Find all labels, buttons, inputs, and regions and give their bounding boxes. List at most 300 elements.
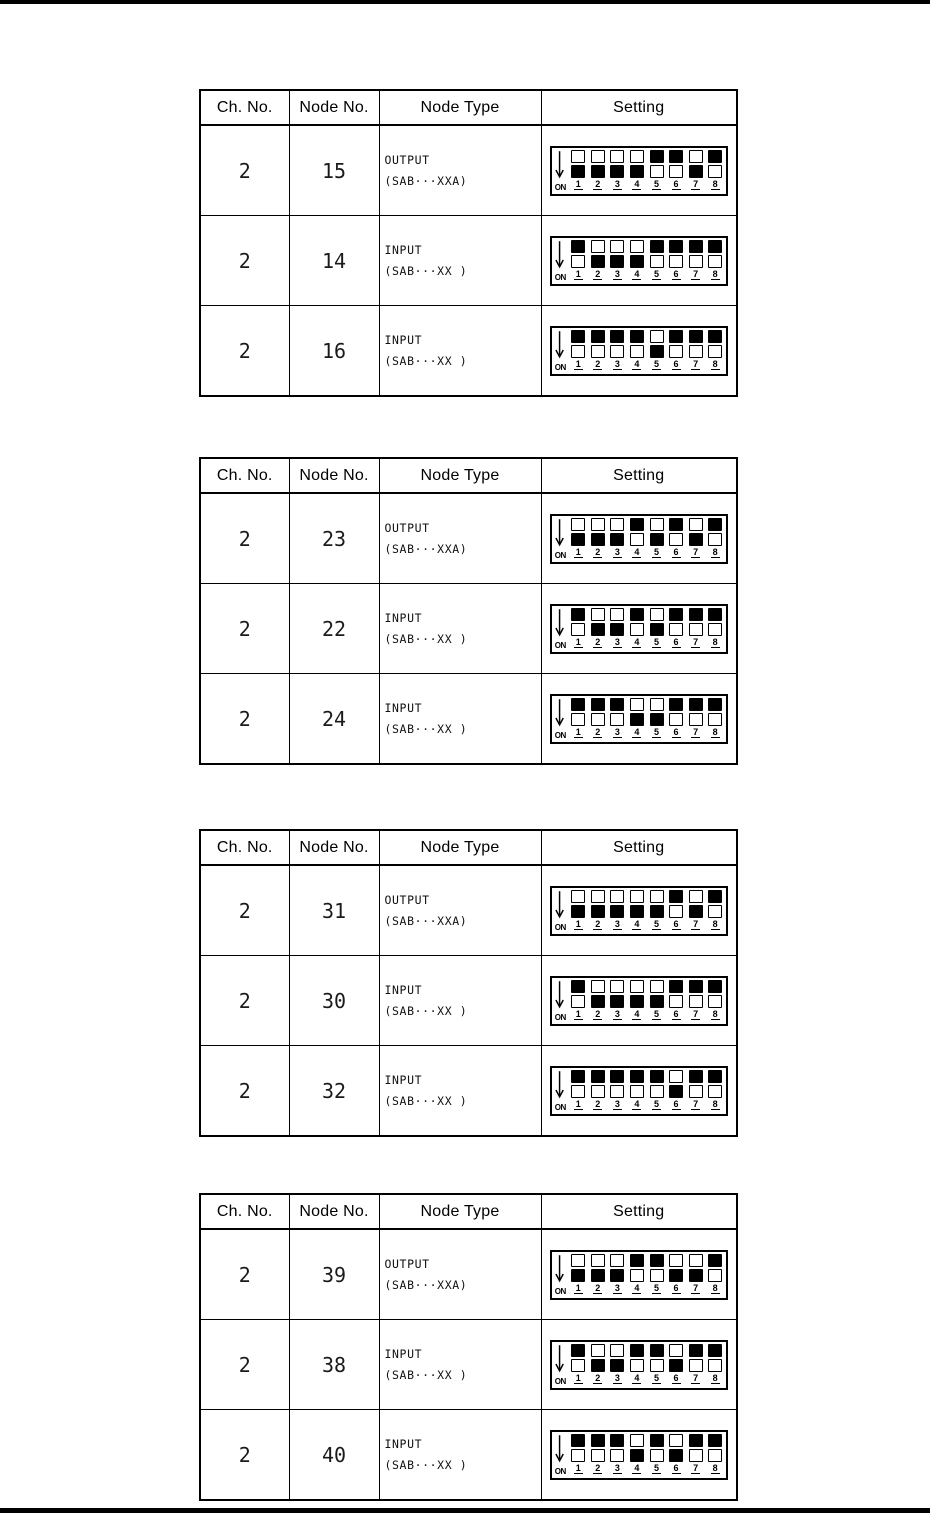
dip-switch-4 <box>629 330 644 372</box>
on-label: ON <box>554 730 566 740</box>
dip-position-number: 2 <box>595 1282 601 1293</box>
setting-cell <box>541 1046 737 1137</box>
dip-position-number: 7 <box>693 726 699 737</box>
dip-on-legend <box>555 1344 571 1386</box>
dip-slot-off-position <box>571 980 585 993</box>
node-setting-table <box>199 829 738 1137</box>
node-type-model: (SAB···XX ) <box>384 1004 468 1018</box>
dip-on-legend <box>555 1434 571 1476</box>
dip-slot-off-position <box>650 1254 664 1267</box>
dip-switch-2 <box>590 980 605 1022</box>
setting-cell <box>541 1229 737 1320</box>
node-type-cell <box>379 216 541 306</box>
node-row <box>200 956 737 1046</box>
dip-on-legend <box>555 608 571 650</box>
dip-slot-on-position <box>571 345 585 358</box>
node-no-value: 16 <box>289 306 379 397</box>
dip-switch-bank <box>571 1434 723 1476</box>
dip-slot-on-position <box>610 905 624 918</box>
node-type-model: (SAB···XX ) <box>384 1368 468 1382</box>
dip-position-number: 5 <box>653 1098 659 1109</box>
dip-switch-1 <box>571 518 586 560</box>
dip-switch-bank <box>571 330 723 372</box>
dip-switch-diagram <box>550 694 728 744</box>
dip-slot-off-position <box>689 518 703 531</box>
dip-slot-on-position <box>630 995 644 1008</box>
node-setting-table <box>199 89 738 397</box>
dip-slot-off-position <box>610 980 624 993</box>
dip-slot-on-position <box>610 533 624 546</box>
dip-switch-diagram <box>550 604 728 654</box>
dip-slot-on-position <box>591 623 605 636</box>
dip-switch-2 <box>590 150 605 192</box>
dip-switch-2 <box>590 330 605 372</box>
dip-switch-diagram <box>550 514 728 564</box>
dip-position-number: 7 <box>693 1282 699 1293</box>
dip-slot-on-position <box>591 345 605 358</box>
dip-position-number: 2 <box>595 268 601 279</box>
dip-slot-on-position <box>610 1359 624 1372</box>
dip-position-number: 3 <box>614 1282 620 1293</box>
on-label: ON <box>554 1286 566 1296</box>
dip-slot-off-position <box>708 1070 722 1083</box>
bottom-page-rule <box>0 1508 930 1513</box>
dip-slot-on-position <box>591 255 605 268</box>
dip-position-number: 5 <box>653 1282 659 1293</box>
dip-position-number: 3 <box>614 546 620 557</box>
node-type-name: INPUT <box>384 1437 423 1451</box>
ch-no-value: 2 <box>200 125 289 216</box>
dip-switch-3 <box>610 240 625 282</box>
table-header-row <box>200 830 737 865</box>
node-row <box>200 1046 737 1137</box>
dip-slot-off-position <box>591 698 605 711</box>
dip-switch-3 <box>610 150 625 192</box>
dip-slot-on-position <box>591 713 605 726</box>
dip-switch-7 <box>688 150 703 192</box>
dip-slot-off-position <box>708 698 722 711</box>
dip-switch-bank <box>571 980 723 1022</box>
dip-slot-on-position <box>571 1359 585 1372</box>
dip-switch-8 <box>708 518 723 560</box>
dip-slot-on-position <box>650 995 664 1008</box>
dip-position-number: 5 <box>653 918 659 929</box>
dip-slot-off-position <box>708 150 722 163</box>
dip-switch-4 <box>629 608 644 650</box>
table-header-row <box>200 90 737 125</box>
dip-switch-4 <box>629 1344 644 1386</box>
dip-switch-bank <box>571 608 723 650</box>
on-label: ON <box>554 1376 566 1386</box>
dip-slot-on-position <box>708 1269 722 1282</box>
dip-position-number: 2 <box>595 636 601 647</box>
dip-slot-off-position <box>591 980 605 993</box>
dip-switch-4 <box>629 240 644 282</box>
dip-switch-7 <box>688 698 703 740</box>
dip-switch-4 <box>629 980 644 1022</box>
dip-slot-on-position <box>591 995 605 1008</box>
dip-switch-bank <box>571 518 723 560</box>
dip-position-number: 2 <box>595 1462 601 1473</box>
node-no-value: 40 <box>289 1410 379 1501</box>
ch-no-value: 2 <box>200 493 289 584</box>
dip-slot-on-position <box>610 1449 624 1462</box>
dip-switch-bank <box>571 890 723 932</box>
dip-position-number: 3 <box>614 358 620 369</box>
down-arrow-icon <box>555 698 566 727</box>
down-arrow-icon <box>555 980 566 1009</box>
column-header-node-no: Node No. <box>289 1194 379 1229</box>
node-type-model: (SAB···XX ) <box>384 722 468 736</box>
dip-position-number: 7 <box>693 358 699 369</box>
dip-on-legend <box>555 980 571 1022</box>
dip-switch-5 <box>649 1070 664 1112</box>
column-header-setting: Setting <box>541 830 737 865</box>
dip-position-number: 1 <box>575 726 581 737</box>
dip-slot-off-position <box>708 240 722 253</box>
dip-slot-on-position <box>669 533 683 546</box>
dip-slot-off-position <box>610 518 624 531</box>
dip-switch-8 <box>708 890 723 932</box>
node-no-value: 15 <box>289 125 379 216</box>
dip-switch-6 <box>669 1344 684 1386</box>
dip-position-number: 6 <box>673 546 679 557</box>
dip-slot-on-position <box>689 1269 703 1282</box>
ch-no-value: 2 <box>200 306 289 397</box>
dip-slot-off-position <box>708 518 722 531</box>
dip-switch-1 <box>571 330 586 372</box>
dip-slot-off-position <box>630 1254 644 1267</box>
dip-switch-4 <box>629 150 644 192</box>
dip-position-number: 6 <box>673 918 679 929</box>
dip-switch-4 <box>629 1434 644 1476</box>
dip-slot-off-position <box>708 890 722 903</box>
dip-switch-1 <box>571 698 586 740</box>
dip-switch-3 <box>610 890 625 932</box>
on-label: ON <box>554 1466 566 1476</box>
dip-switch-7 <box>688 608 703 650</box>
dip-slot-off-position <box>708 608 722 621</box>
node-type-cell <box>379 1320 541 1410</box>
dip-switch-6 <box>669 518 684 560</box>
dip-slot-off-position <box>689 150 703 163</box>
dip-slot-on-position <box>650 905 664 918</box>
dip-position-number: 1 <box>575 358 581 369</box>
dip-slot-off-position <box>689 698 703 711</box>
column-header-node-type: Node Type <box>379 458 541 493</box>
dip-slot-on-position <box>708 995 722 1008</box>
dip-slot-off-position <box>669 330 683 343</box>
dip-slot-off-position <box>630 240 644 253</box>
setting-cell <box>541 125 737 216</box>
dip-slot-on-position <box>610 165 624 178</box>
dip-slot-off-position <box>708 330 722 343</box>
dip-switch-7 <box>688 980 703 1022</box>
node-row <box>200 584 737 674</box>
dip-position-number: 3 <box>614 268 620 279</box>
dip-slot-off-position <box>650 330 664 343</box>
dip-switch-5 <box>649 330 664 372</box>
dip-position-number: 2 <box>595 1098 601 1109</box>
dip-slot-off-position <box>630 1070 644 1083</box>
dip-slot-on-position <box>630 255 644 268</box>
dip-switch-6 <box>669 698 684 740</box>
dip-slot-off-position <box>650 240 664 253</box>
ch-no-value: 2 <box>200 674 289 765</box>
column-header-setting: Setting <box>541 1194 737 1229</box>
ch-no-value: 2 <box>200 216 289 306</box>
dip-slot-on-position <box>630 533 644 546</box>
node-type-cell <box>379 674 541 765</box>
dip-switch-diagram <box>550 976 728 1026</box>
dip-slot-off-position <box>689 1344 703 1357</box>
dip-position-number: 5 <box>653 636 659 647</box>
dip-position-number: 7 <box>693 918 699 929</box>
dip-switch-7 <box>688 240 703 282</box>
dip-slot-off-position <box>650 1070 664 1083</box>
dip-slot-off-position <box>669 890 683 903</box>
dip-slot-off-position <box>708 1434 722 1447</box>
dip-slot-off-position <box>591 1254 605 1267</box>
dip-switch-8 <box>708 330 723 372</box>
dip-switch-5 <box>649 1344 664 1386</box>
dip-slot-on-position <box>571 905 585 918</box>
ch-no-value: 2 <box>200 584 289 674</box>
dip-switch-8 <box>708 608 723 650</box>
column-header-setting: Setting <box>541 90 737 125</box>
dip-slot-off-position <box>689 608 703 621</box>
setting-cell <box>541 493 737 584</box>
dip-slot-on-position <box>610 345 624 358</box>
dip-slot-off-position <box>689 330 703 343</box>
dip-position-number: 3 <box>614 1462 620 1473</box>
dip-switch-diagram <box>550 1340 728 1390</box>
dip-position-number: 1 <box>575 1098 581 1109</box>
dip-position-number: 1 <box>575 1462 581 1473</box>
node-no-value: 38 <box>289 1320 379 1410</box>
dip-slot-off-position <box>571 890 585 903</box>
node-type-name: INPUT <box>384 983 423 997</box>
dip-slot-off-position <box>591 1434 605 1447</box>
dip-position-number: 8 <box>712 726 718 737</box>
dip-slot-on-position <box>669 905 683 918</box>
dip-slot-off-position <box>630 1344 644 1357</box>
dip-slot-on-position <box>571 1449 585 1462</box>
dip-position-number: 1 <box>575 1372 581 1383</box>
dip-slot-on-position <box>708 1085 722 1098</box>
dip-slot-on-position <box>610 1269 624 1282</box>
dip-slot-on-position <box>689 1449 703 1462</box>
dip-switch-5 <box>649 150 664 192</box>
dip-slot-off-position <box>591 330 605 343</box>
dip-switch-bank <box>571 1254 723 1296</box>
node-no-value: 14 <box>289 216 379 306</box>
dip-slot-off-position <box>571 518 585 531</box>
setting-cell <box>541 674 737 765</box>
dip-position-number: 2 <box>595 178 601 189</box>
dip-slot-off-position <box>650 1434 664 1447</box>
dip-slot-off-position <box>650 608 664 621</box>
dip-switch-3 <box>610 698 625 740</box>
dip-slot-off-position <box>669 1254 683 1267</box>
dip-position-number: 6 <box>673 1098 679 1109</box>
column-header-node-no: Node No. <box>289 458 379 493</box>
dip-slot-on-position <box>689 255 703 268</box>
dip-switch-8 <box>708 150 723 192</box>
dip-slot-on-position <box>571 623 585 636</box>
column-header-node-no: Node No. <box>289 90 379 125</box>
node-no-value: 24 <box>289 674 379 765</box>
dip-switch-bank <box>571 240 723 282</box>
dip-slot-on-position <box>708 905 722 918</box>
dip-slot-off-position <box>630 1434 644 1447</box>
dip-slot-on-position <box>689 345 703 358</box>
dip-switch-3 <box>610 518 625 560</box>
table-header-row <box>200 1194 737 1229</box>
dip-position-number: 4 <box>634 178 640 189</box>
dip-switch-6 <box>669 1254 684 1296</box>
dip-slot-on-position <box>591 165 605 178</box>
dip-switch-diagram <box>550 1066 728 1116</box>
node-row <box>200 493 737 584</box>
dip-slot-on-position <box>708 533 722 546</box>
dip-position-number: 4 <box>634 1462 640 1473</box>
dip-slot-off-position <box>669 1070 683 1083</box>
node-type-name: INPUT <box>384 333 423 347</box>
node-type-model: (SAB···XXA) <box>384 1278 468 1292</box>
node-no-value: 22 <box>289 584 379 674</box>
dip-slot-off-position <box>610 240 624 253</box>
dip-slot-on-position <box>571 533 585 546</box>
dip-switch-3 <box>610 1434 625 1476</box>
dip-slot-off-position <box>708 1344 722 1357</box>
dip-switch-8 <box>708 1070 723 1112</box>
dip-slot-on-position <box>591 1085 605 1098</box>
dip-switch-8 <box>708 698 723 740</box>
dip-position-number: 4 <box>634 726 640 737</box>
dip-slot-off-position <box>630 890 644 903</box>
node-row <box>200 1320 737 1410</box>
dip-slot-off-position <box>669 240 683 253</box>
dip-switch-4 <box>629 1254 644 1296</box>
dip-switch-bank <box>571 1070 723 1112</box>
column-header-ch-no: Ch. No. <box>200 1194 289 1229</box>
dip-position-number: 5 <box>653 726 659 737</box>
dip-switch-2 <box>590 698 605 740</box>
dip-switch-7 <box>688 518 703 560</box>
dip-switch-7 <box>688 890 703 932</box>
dip-switch-1 <box>571 980 586 1022</box>
dip-slot-off-position <box>630 330 644 343</box>
node-no-value: 32 <box>289 1046 379 1137</box>
dip-position-number: 5 <box>653 178 659 189</box>
dip-position-number: 7 <box>693 636 699 647</box>
dip-switch-4 <box>629 1070 644 1112</box>
dip-switch-2 <box>590 890 605 932</box>
dip-slot-off-position <box>669 1344 683 1357</box>
dip-switch-8 <box>708 1434 723 1476</box>
dip-switch-bank <box>571 698 723 740</box>
dip-slot-on-position <box>708 623 722 636</box>
dip-on-legend <box>555 150 571 192</box>
dip-slot-off-position <box>669 608 683 621</box>
dip-switch-3 <box>610 1254 625 1296</box>
dip-switch-diagram <box>550 146 728 196</box>
dip-position-number: 8 <box>712 918 718 929</box>
dip-slot-off-position <box>650 698 664 711</box>
dip-switch-1 <box>571 1344 586 1386</box>
dip-slot-on-position <box>689 905 703 918</box>
dip-slot-on-position <box>669 995 683 1008</box>
dip-position-number: 8 <box>712 1372 718 1383</box>
dip-switch-1 <box>571 1434 586 1476</box>
ch-no-value: 2 <box>200 1046 289 1137</box>
dip-on-legend <box>555 890 571 932</box>
dip-switch-6 <box>669 890 684 932</box>
dip-slot-off-position <box>650 890 664 903</box>
dip-position-number: 4 <box>634 358 640 369</box>
dip-slot-off-position <box>571 1254 585 1267</box>
dip-slot-on-position <box>591 1359 605 1372</box>
column-header-node-no: Node No. <box>289 830 379 865</box>
dip-position-number: 3 <box>614 918 620 929</box>
dip-slot-off-position <box>610 1344 624 1357</box>
dip-slot-on-position <box>669 1359 683 1372</box>
down-arrow-icon <box>555 518 566 547</box>
dip-slot-on-position <box>591 1269 605 1282</box>
dip-position-number: 3 <box>614 1098 620 1109</box>
dip-position-number: 1 <box>575 546 581 557</box>
node-type-cell <box>379 1410 541 1501</box>
dip-switch-bank <box>571 150 723 192</box>
dip-slot-on-position <box>650 1359 664 1372</box>
setting-cell <box>541 1320 737 1410</box>
dip-position-number: 7 <box>693 1372 699 1383</box>
dip-position-number: 2 <box>595 726 601 737</box>
node-type-model: (SAB···XX ) <box>384 1458 468 1472</box>
dip-slot-on-position <box>650 255 664 268</box>
dip-switch-diagram <box>550 236 728 286</box>
dip-slot-on-position <box>708 255 722 268</box>
dip-slot-on-position <box>689 533 703 546</box>
dip-position-number: 8 <box>712 268 718 279</box>
node-type-name: INPUT <box>384 701 423 715</box>
node-no-value: 31 <box>289 865 379 956</box>
dip-slot-off-position <box>630 150 644 163</box>
dip-switch-2 <box>590 1070 605 1112</box>
dip-slot-off-position <box>610 608 624 621</box>
dip-slot-off-position <box>669 150 683 163</box>
dip-switch-7 <box>688 1344 703 1386</box>
dip-position-number: 1 <box>575 268 581 279</box>
dip-on-legend <box>555 330 571 372</box>
dip-position-number: 3 <box>614 1008 620 1019</box>
dip-slot-off-position <box>610 890 624 903</box>
dip-slot-off-position <box>591 1070 605 1083</box>
dip-position-number: 4 <box>634 636 640 647</box>
dip-slot-on-position <box>650 165 664 178</box>
ch-no-value: 2 <box>200 956 289 1046</box>
dip-position-number: 1 <box>575 918 581 929</box>
ch-no-value: 2 <box>200 1229 289 1320</box>
column-header-ch-no: Ch. No. <box>200 90 289 125</box>
dip-switch-1 <box>571 1070 586 1112</box>
setting-cell <box>541 865 737 956</box>
node-row <box>200 216 737 306</box>
dip-position-number: 6 <box>673 636 679 647</box>
dip-position-number: 1 <box>575 636 581 647</box>
dip-slot-on-position <box>630 1359 644 1372</box>
